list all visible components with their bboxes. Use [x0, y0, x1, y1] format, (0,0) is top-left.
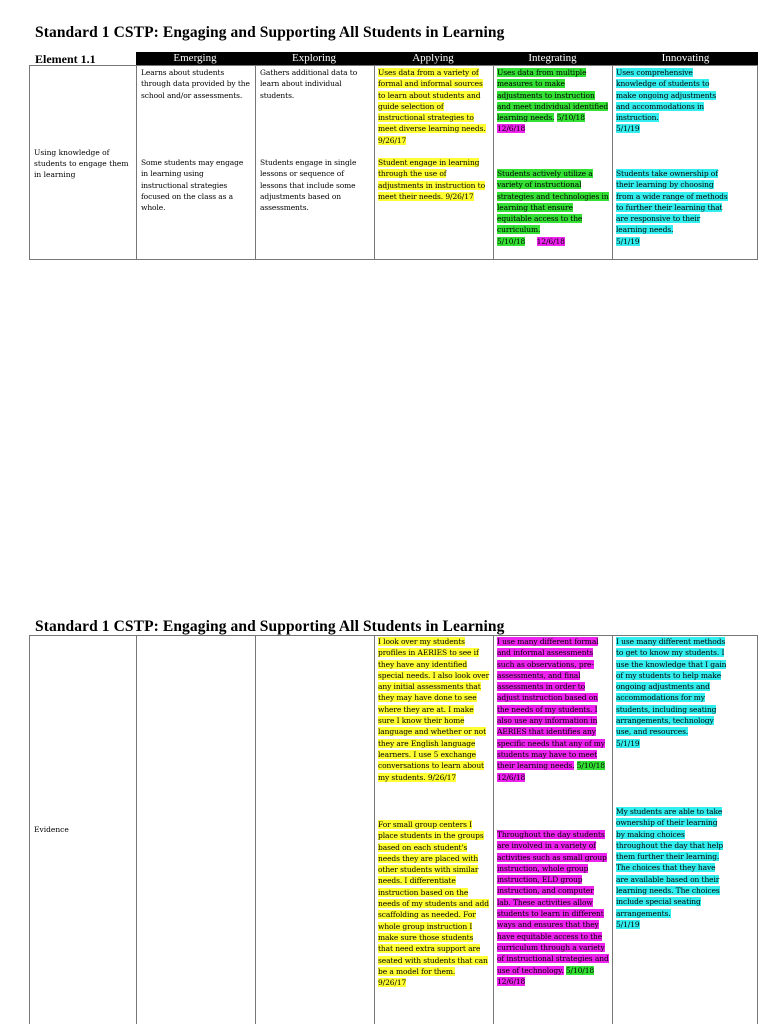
- date-stamp: 5/1/19: [616, 236, 640, 246]
- page-title: Standard 1 CSTP: Engaging and Supporting All Students in Learning: [35, 24, 505, 41]
- highlighted-text: Uses data from multiple measures to make adjustments to instruction and meet individual identified learning needs.: [497, 68, 609, 123]
- date-stamp: 5/1/19: [616, 124, 640, 134]
- date-stamp: 12/6/18: [536, 236, 565, 246]
- highlighted-text: I look over my students profiles in AERIES to see if they have any identified special needs. I also look over any initial assessments that they may have done to see where they are at. I make sure I know their home language and whether or not they are English language learners. I use 5 exchange conversations to learn about my students. 9/26/17: [378, 637, 490, 782]
- date-stamp: 5/10/18: [497, 236, 526, 246]
- element-label: Element 1.1: [35, 52, 96, 66]
- row-label: Evidence: [34, 825, 69, 834]
- innovating-evidence: [616, 636, 728, 749]
- highlighted-text: Student engage in learning through the use of adjustments in instruction to meet their needs. 9/26/17: [378, 158, 486, 201]
- date-stamp: 5/10/18: [556, 113, 585, 123]
- column-divider: [374, 635, 375, 1024]
- column-divider: [612, 65, 613, 260]
- highlighted-text: Uses comprehensive knowledge of students to make ongoing adjustments and accommodations in instruction.: [616, 68, 717, 123]
- column-divider: [374, 65, 375, 260]
- date-stamp: 12/6/18: [497, 976, 526, 986]
- highlighted-text: I use many different methods to get to know my students. I use the knowledge that I gain of my students to help make ongoing adjustments and accommodations for my students, including seating arrangements, technology use, and resources.: [616, 637, 727, 737]
- row-label: Using knowledge of students to engage them in learning: [34, 148, 129, 179]
- column-divider: [612, 635, 613, 1024]
- applying-descriptor: [378, 67, 490, 146]
- page-title: Standard 1 CSTP: Engaging and Supporting All Students in Learning: [35, 618, 505, 635]
- highlighted-text: Uses data from a variety of formal and informal sources to learn about students and guide selection of instructional strategies to meet diverse learning needs. 9/26/17: [378, 68, 486, 145]
- applying-evidence: [378, 636, 490, 783]
- column-divider: [136, 635, 137, 1024]
- highlighted-text: For small group centers I place students in the groups based on each student's needs they are placed with other students with similar needs. I differentiate instruction based on the needs of my students and add scaffolding as needed. For whole group instruction I make sure those students that need extra support are seated with students that can be a model for them.: [378, 820, 489, 976]
- integrating-evidence: [497, 636, 609, 783]
- date-stamp: 9/26/17: [378, 978, 407, 988]
- innovating-descriptor: [616, 67, 728, 135]
- exploring-descriptor: Students engage in single lessons or sequence of lessons that include some adjustments based on assessments.: [260, 158, 357, 213]
- date-stamp: 5/10/18: [565, 965, 595, 975]
- integrating-descriptor: [497, 168, 609, 247]
- applying-descriptor: [378, 157, 490, 202]
- integrating-descriptor: [497, 67, 609, 135]
- applying-evidence: [378, 819, 490, 988]
- emerging-descriptor: Learns about students through data provided by the school and/or assessments.: [141, 68, 250, 100]
- highlighted-text: Throughout the day students are involved in a variety of activities such as small group instruction, whole group instruction, ELD group instruction, and computer lab. These activities allow students to learn in different ways and ensures that they have equitable access to the curriculum through a variety of instructional strategies and use of technology.: [497, 830, 609, 975]
- column-header-applying: Applying: [412, 52, 454, 64]
- column-divider: [493, 65, 494, 260]
- exploring-descriptor: Gathers additional data to learn about individual students.: [260, 68, 358, 100]
- column-header-exploring: Exploring: [292, 52, 336, 64]
- column-header-emerging: Emerging: [173, 52, 217, 64]
- highlighted-text: I use many different formal and informal assessments such as observations, pre-assessments, and final assessments in order to adjust instruction based on the needs of my students. I also use any information in AERIES that identifies any specific needs that any of my students may have to meet their learning needs.: [497, 637, 605, 771]
- highlighted-text: Students take ownership of their learning by choosing from a wide range of methods to further their learning that are responsive to their learning needs.: [616, 169, 728, 235]
- column-header-integrating: Integrating: [528, 52, 577, 64]
- highlighted-text: Students actively utilize a variety of instructional strategies and technologies in learning that ensure equitable access to the curriculum.: [497, 169, 609, 235]
- date-stamp: 12/6/18: [497, 772, 526, 782]
- date-stamp: 12/6/18: [497, 124, 526, 134]
- integrating-evidence: [497, 829, 609, 987]
- date-stamp: 5/1/19: [616, 919, 640, 929]
- column-divider: [255, 635, 256, 1024]
- date-stamp: 5/10/18: [576, 761, 605, 771]
- innovating-evidence: [616, 806, 728, 930]
- column-header-innovating: Innovating: [661, 52, 710, 64]
- innovating-descriptor: [616, 168, 728, 247]
- column-divider: [493, 635, 494, 1024]
- date-stamp: 5/1/19: [616, 738, 640, 748]
- column-divider: [136, 65, 137, 260]
- emerging-descriptor: Some students may engage in learning using instructional strategies focused on the class as a whole.: [141, 158, 244, 213]
- highlighted-text: My students are able to take ownership of their learning by making choices throughout the day that help them further their learning. The choices that they have are available based on their learning needs. The choices include special seating arrangements.: [616, 807, 724, 918]
- column-divider: [255, 65, 256, 260]
